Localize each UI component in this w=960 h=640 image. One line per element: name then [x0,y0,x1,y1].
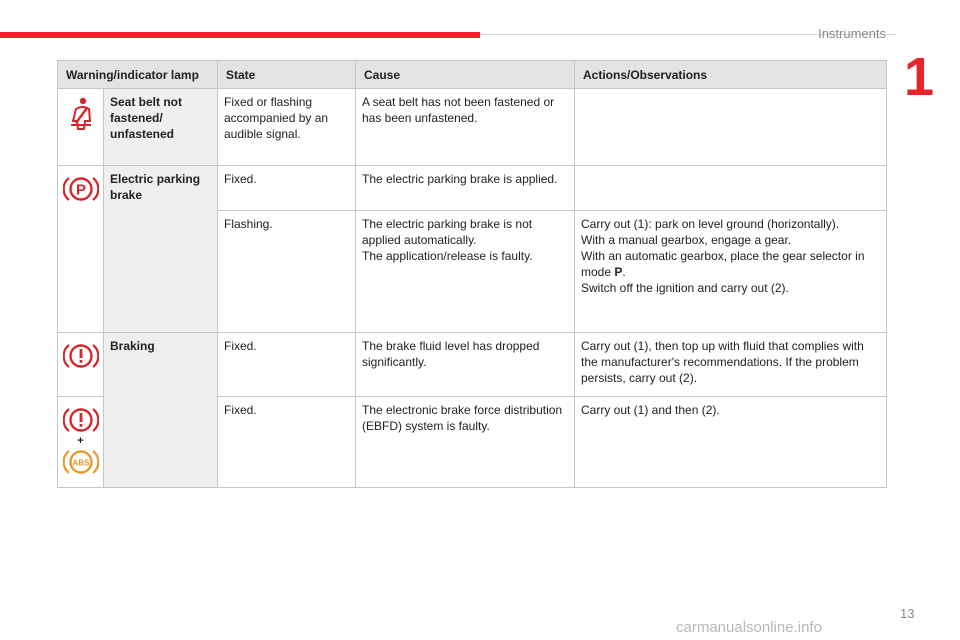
state-cell: Fixed or flashing accompanied by an audible signal. [218,89,356,166]
icon-cell [58,89,104,166]
cause-cell: The electric parking brake is applied. [356,166,575,211]
brake-warning-icon [63,405,99,435]
gear-mode-label: P [614,265,623,279]
icon-cell [58,333,104,397]
lamp-name: Seat belt not fastened/ unfastened [104,89,218,166]
watermark: carmanualsonline.info [676,619,822,636]
action-text-end: . [622,265,626,279]
page-number: 13 [900,606,915,621]
section-title: Instruments [818,26,886,41]
column-header-state: State [218,61,356,89]
column-header-lamp: Warning/indicator lamp [58,61,218,89]
lamp-name: Braking [104,333,218,488]
state-cell: Flashing. [218,211,356,333]
state-cell: Fixed. [218,166,356,211]
table-row [58,166,887,211]
chapter-number: 1 [904,47,935,107]
seatbelt-icon [67,97,95,131]
svg-text:P: P [75,181,86,199]
column-header-actions: Actions/Observations [575,61,887,89]
lamp-name: Electric parking brake [104,166,218,333]
cause-cell [356,211,575,333]
table-row [58,89,887,166]
actions-cell: Carry out (1) and then (2). [575,397,887,488]
cause-line: The application/release is faulty. [362,249,533,263]
actions-cell [575,211,887,333]
accent-bar [0,32,480,38]
actions-cell [575,166,887,211]
icon-cell [58,397,104,488]
cause-line: The electric parking brake is not applied automatically. [362,217,533,247]
cause-cell: A seat belt has not been fastened or has been unfastened. [356,89,575,166]
abs-label: ABS [72,458,89,468]
abs-icon [63,447,99,477]
cause-cell: The electronic brake force distribution (EBFD) system is faulty. [356,397,575,488]
state-cell: Fixed. [218,333,356,397]
action-text: With an automatic gearbox, place the gear selector in mode [581,249,865,279]
table-header-row [58,61,887,89]
icon-cell [58,166,104,333]
actions-cell: Carry out (1), then top up with fluid that complies with the manufacturer's recommendations. If the problem persists, carry out (2). [575,333,887,397]
cause-cell: The brake fluid level has dropped significantly. [356,333,575,397]
action-line: Carry out (1): park on level ground (horizontally). [581,217,840,231]
column-header-cause: Cause [356,61,575,89]
brake-warning-icon [63,341,99,371]
plus-sign: + [77,435,84,447]
action-line: Switch off the ignition and carry out (2). [581,281,789,295]
action-line [581,248,880,280]
action-line: With a manual gearbox, engage a gear. [581,233,792,247]
parking-brake-icon [63,174,99,204]
actions-cell [575,89,887,166]
table-row [58,333,887,397]
state-cell: Fixed. [218,397,356,488]
warning-lamps-table [57,60,887,488]
